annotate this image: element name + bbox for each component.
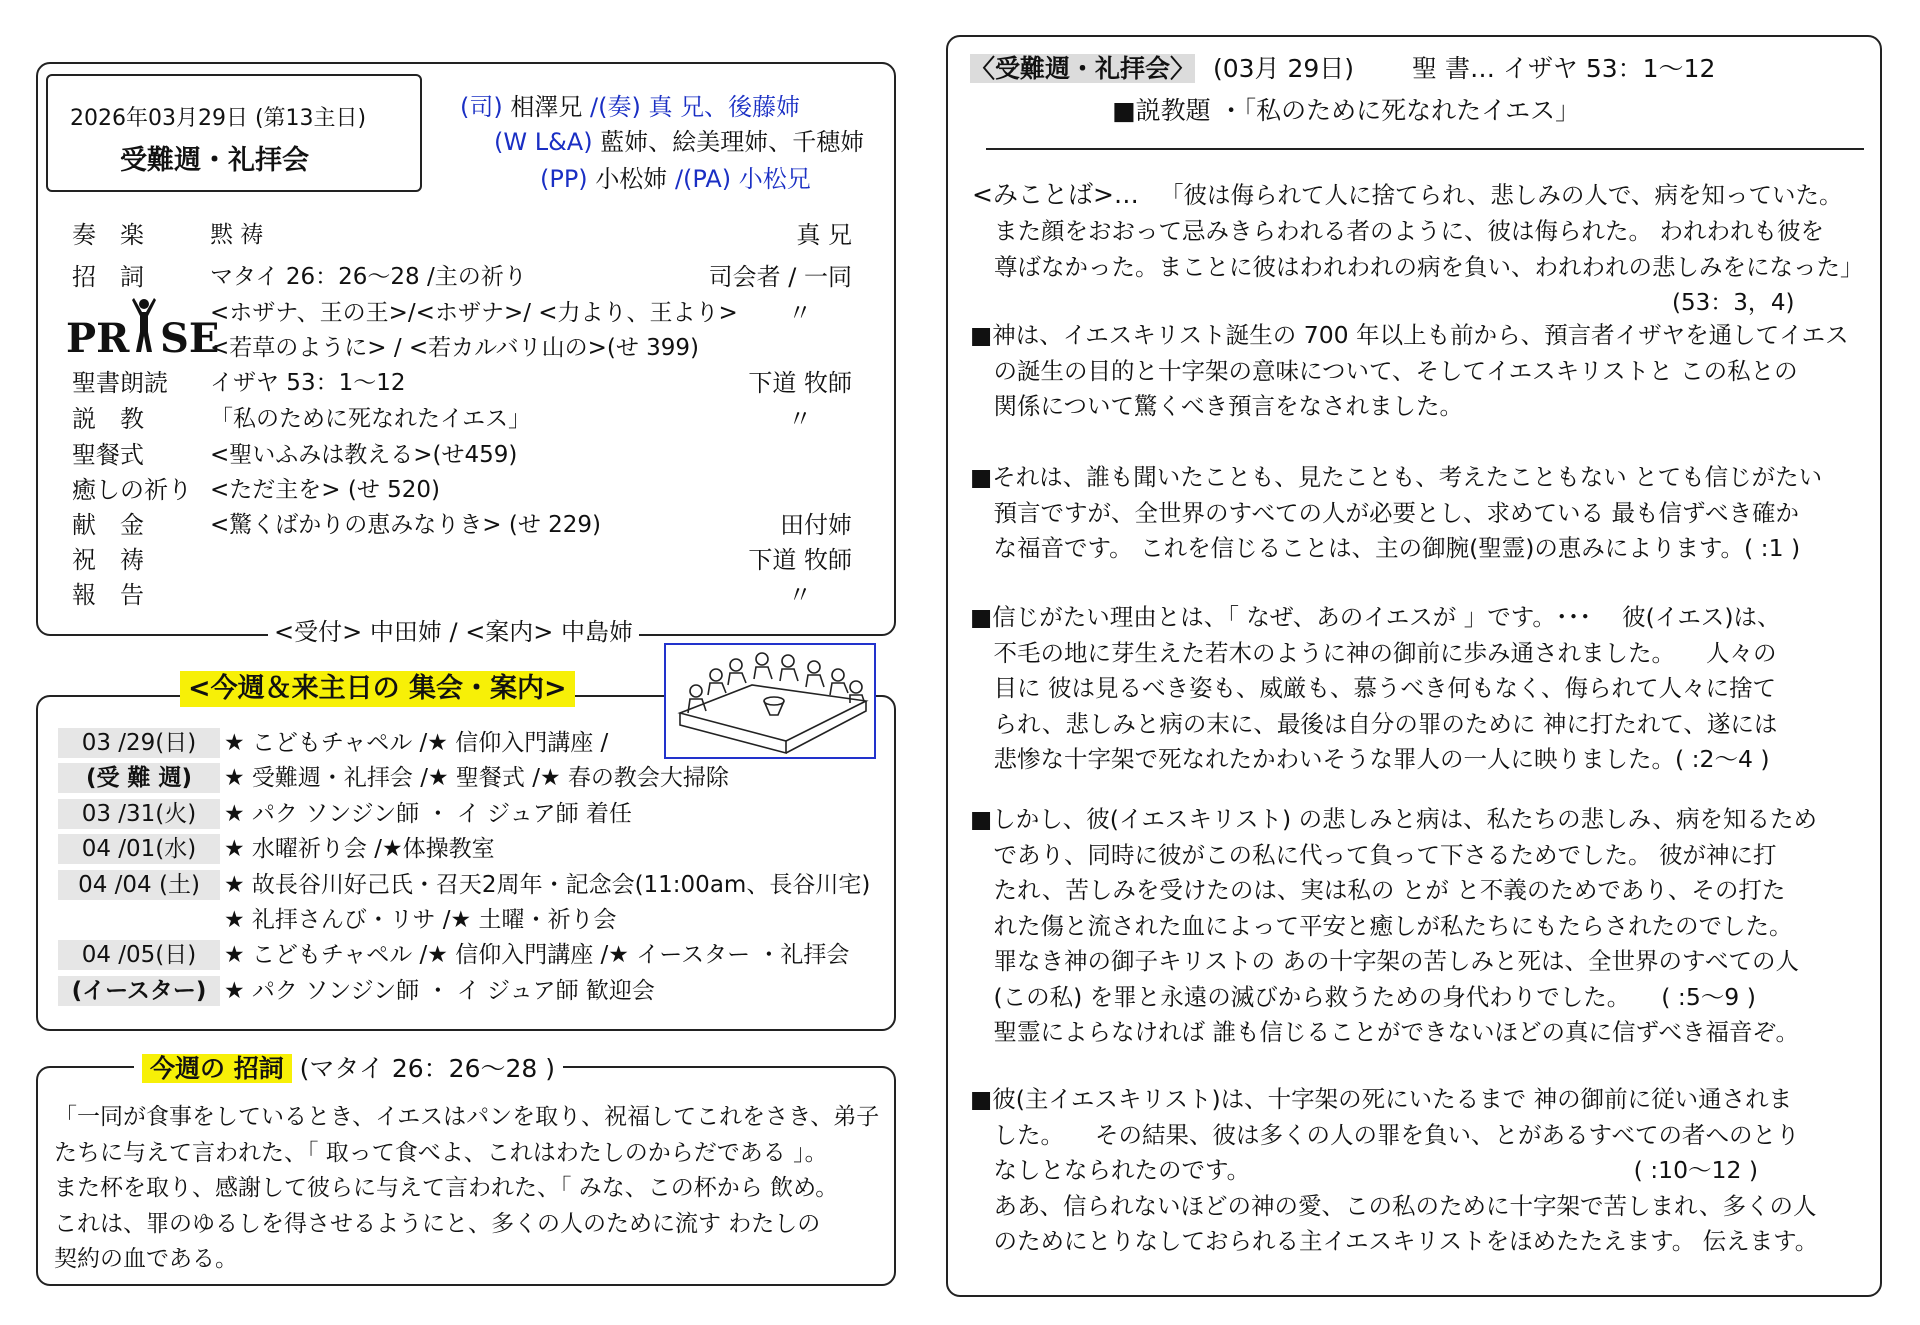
order-content: 「私のために死なれたイエス」	[210, 406, 532, 432]
svg-text:PR: PR	[66, 315, 130, 362]
schedule-date: (イースター)	[58, 976, 220, 1006]
sermon-line: 関係について驚くべき預言をなされました。	[970, 392, 1464, 420]
sermon-divider	[986, 148, 1864, 150]
sermon-title: ■説教題 ・「私のために死なれたイエス」	[1112, 96, 1581, 125]
sermon-line: 不毛の地に芽生えた若木のように神の御前に歩み通されました。 人々の	[970, 638, 1777, 667]
word-line: 「彼は侮られて人に捨てられ、悲しみの人で、病を知っていた。	[1160, 181, 1843, 209]
order-label: 招 詞	[72, 263, 144, 291]
staff-role: /(PA) 小松兄	[674, 165, 811, 193]
service-date-box	[46, 74, 422, 192]
order-person: 〃	[788, 299, 812, 327]
meeting-table-icon	[666, 645, 874, 757]
sermon-line: ■信じがたい理由とは、「 なぜ、あのイエスが 」です。･･･ 彼(イエス)は、	[970, 603, 1781, 631]
order-label: 奏 楽	[72, 221, 144, 249]
sermon-line: 預言ですが、全世界のすべての人が必要とし、求めている 最も信ずべき確か	[970, 498, 1800, 527]
schedule-date: 04 /04 (土)	[58, 870, 220, 900]
order-content: <ホザナ、王の王>/<ホザナ>/ <力より、王より>	[210, 300, 738, 326]
sermon-line: 罪なき神の御子キリストの あの十字架の苦しみと死は、全世界のすべての人	[970, 947, 1800, 975]
call-heading: 今週の 招詞	[142, 1054, 292, 1083]
order-content: イザヤ 53：1〜12	[210, 370, 406, 396]
word-line: また顔をおおって忌みきらわれる者のように、彼は侮られた。 われわれも彼を	[994, 217, 1824, 245]
sermon-line: なしとなられたのです。 ( :10〜12 )	[970, 1156, 1759, 1184]
call-heading-wrap	[134, 1052, 563, 1086]
sermon-line: ■しかし、彼(イエスキリスト) の悲しみと病は、私たちの悲しみ、病を知るため	[970, 805, 1818, 833]
staff-name: 相澤兄	[510, 93, 583, 121]
call-line: これは、罪のゆるしを得させるようにと、多くの人のために流す わたしの	[54, 1210, 821, 1237]
word-line: 尊ばなかった。まことに彼はわれわれの病を負い、われわれの悲しみをになった」	[994, 253, 1864, 281]
order-content: 黙 祷	[210, 222, 264, 248]
schedule-date: (受 難 週)	[58, 763, 220, 793]
sermon-line: であり、同時に彼がこの私に代って負って下さるためでした。 彼が神に打	[970, 840, 1777, 869]
staff-role: /(奏) 真 兄、後藤姉	[590, 93, 801, 121]
call-text	[54, 1100, 879, 1278]
schedule-date: 03 /31(火)	[58, 799, 220, 829]
reception-line: <受付> 中田姉 / <案内> 中島姉	[268, 617, 639, 647]
service-date: 2026年03月29日 (第13主日)	[70, 106, 367, 131]
schedule-date: 04 /01(水)	[58, 834, 220, 864]
order-content: <驚くばかりの恵みなりき> (せ 229)	[210, 512, 602, 538]
order-person: 〃	[788, 581, 812, 609]
call-line: また杯を取り、感謝して彼らに与えて言われた、「 みな、この杯から 飲め。	[54, 1175, 839, 1201]
sermon-line: のためにとりなしておられる主イエスキリストをほめたたえます。 伝えます。	[970, 1227, 1819, 1255]
sermon-line: 悲惨な十字架で死なれたかわいそうな罪人の一人に映りました。( :2〜4 )	[970, 745, 1770, 773]
staff-name: 小松姉	[595, 165, 668, 193]
schedule-item: ★ 水曜祈り会 /★体操教室	[224, 836, 495, 862]
order-content: <若草のように> / <若カルバリ山の>(せ 399)	[210, 335, 700, 361]
schedule-item: ★ 礼拝さんび・リサ /★ 土曜・祈り会	[224, 907, 617, 933]
staff-role: (司)	[460, 93, 503, 121]
order-person: 〃	[788, 405, 812, 433]
schedule-date: 03 /29(日)	[58, 728, 220, 758]
sermon-paragraph	[970, 318, 1849, 425]
staff-role: (PP)	[540, 165, 588, 193]
order-label: 報 告	[72, 581, 144, 609]
sermon-line: ■神は、イエスキリスト誕生の 700 年以上も前から、預言者イザヤを通してイエス	[970, 321, 1849, 349]
order-content: <ただ主を> (せ 520)	[210, 477, 441, 503]
meeting-illustration	[664, 643, 876, 759]
call-ref: (マタイ 26：26〜28 )	[299, 1054, 556, 1083]
sermon-tag: 〈受難週・礼拝会〉	[970, 54, 1196, 83]
staff-line-3	[540, 164, 811, 194]
order-label: 癒しの祈り	[72, 476, 192, 504]
order-label: 説 教	[72, 405, 144, 433]
order-person: 田付姉	[780, 511, 852, 539]
staff-line-1	[460, 92, 800, 122]
staff-role: (W L&A)	[494, 128, 593, 156]
sermon-date: (03月 29日)	[1212, 54, 1355, 83]
staff-line-2	[494, 127, 864, 157]
sermon-line: (この私) を罪と永遠の滅びから救うための身代わりでした。 ( :5〜9 )	[970, 982, 1756, 1011]
word-ref: (53：3，4)	[1672, 290, 1795, 316]
sermon-line: 目に 彼は見るべき姿も、威厳も、慕うべき何もなく、侮られて人々に捨て	[970, 674, 1776, 702]
sermon-line: した。 その結果、彼は多くの人の罪を負い、とがあるすべての者へのとり	[970, 1120, 1800, 1149]
order-content: <聖いふみは教える>(せ459)	[210, 442, 518, 468]
sermon-line: ■彼(主イエスキリスト)は、十字架の死にいたるまで 神の御前に従い通されま	[970, 1085, 1793, 1113]
schedule-item: ★ こどもチャペル /★ 信仰入門講座 /★ イースター ・礼拝会	[224, 942, 850, 968]
word-text	[994, 177, 1864, 285]
staff-name: 藍姉、絵美理姉、千穂姉	[600, 128, 865, 156]
order-person: 司会者 / 一同	[708, 263, 852, 291]
sermon-line: たれ、苦しみを受けたのは、実は私の とが と不義のためであり、その打た	[970, 876, 1786, 904]
order-label: 聖餐式	[72, 441, 144, 469]
sermon-line: ■それは、誰も聞いたことも、見たことも、考えたこともない とても信じがたい	[970, 463, 1823, 491]
order-person: 下道 牧師	[748, 546, 852, 574]
sermon-line: の誕生の目的と十字架の意味について、そしてイエスキリストと この私との	[970, 356, 1798, 385]
word-label: <みことば>…	[972, 180, 1139, 209]
sermon-paragraph	[970, 802, 1817, 1051]
schedule-item: ★ パク ソンジン師 ・ イ ジュア師 着任	[224, 801, 632, 827]
praise-figure-icon	[64, 292, 220, 362]
order-person: 下道 牧師	[748, 369, 852, 397]
sermon-paragraph	[970, 460, 1822, 567]
schedule-date: 04 /05(日)	[58, 940, 220, 970]
sermon-line: られ、悲しみと病の末に、最後は自分の罪のために 神に打たれて、遂には	[970, 709, 1778, 738]
order-content: マタイ 26：26〜28 /主の祈り	[210, 264, 527, 290]
praise-logo	[64, 292, 220, 362]
sermon-line: 聖霊によらなければ 誰も信じることができないほどの真に信ずべき福音ぞ。	[970, 1018, 1800, 1046]
schedule-item: ★ パク ソンジン師 ・ イ ジュア師 歓迎会	[224, 978, 655, 1004]
sermon-line: な福音です。 これを信じることは、主の御腕(聖霊)の恵みによります。( :1 )	[970, 534, 1801, 562]
order-label: 献 金	[72, 511, 144, 539]
schedule-item: ★ こどもチャペル /★ 信仰入門講座 /	[224, 730, 609, 756]
sermon-paragraph	[970, 1082, 1818, 1260]
order-person: 真 兄	[796, 221, 852, 249]
call-line: 契約の血である。	[54, 1246, 238, 1272]
service-name: 受難週・礼拝会	[120, 145, 309, 176]
sermon-line: れた傷と流された血によって平安と癒しが私たちにもたらされたのでした。	[970, 911, 1793, 940]
schedule-item: ★ 受難週・礼拝会 /★ 聖餐式 /★ 春の教会大掃除	[224, 765, 729, 791]
sermon-scripture: 聖 書… イザヤ 53：1〜12	[1412, 54, 1716, 83]
order-label: 祝 祷	[72, 546, 144, 574]
call-line: 「一同が食事をしているとき、イエスはパンを取り、祝福してこれをさき、弟子	[54, 1104, 880, 1130]
schedule-heading: <今週＆来主日の 集会・案内>	[180, 671, 575, 707]
order-label: 聖書朗読	[72, 369, 168, 397]
sermon-line: ああ、信られないほどの神の愛、この私のために十字架で苦しまれ、多くの人	[970, 1191, 1817, 1220]
sermon-paragraph	[970, 600, 1780, 778]
call-line: たちに与えて言われた、「 取って食べよ、これはわたしのからだである 」。	[54, 1139, 828, 1166]
svg-text:SE: SE	[160, 315, 220, 362]
schedule-item: ★ 故長谷川好己氏・召天2周年・記念会(11:00am、長谷川宅)	[224, 872, 871, 898]
sermon-header	[970, 54, 1715, 84]
